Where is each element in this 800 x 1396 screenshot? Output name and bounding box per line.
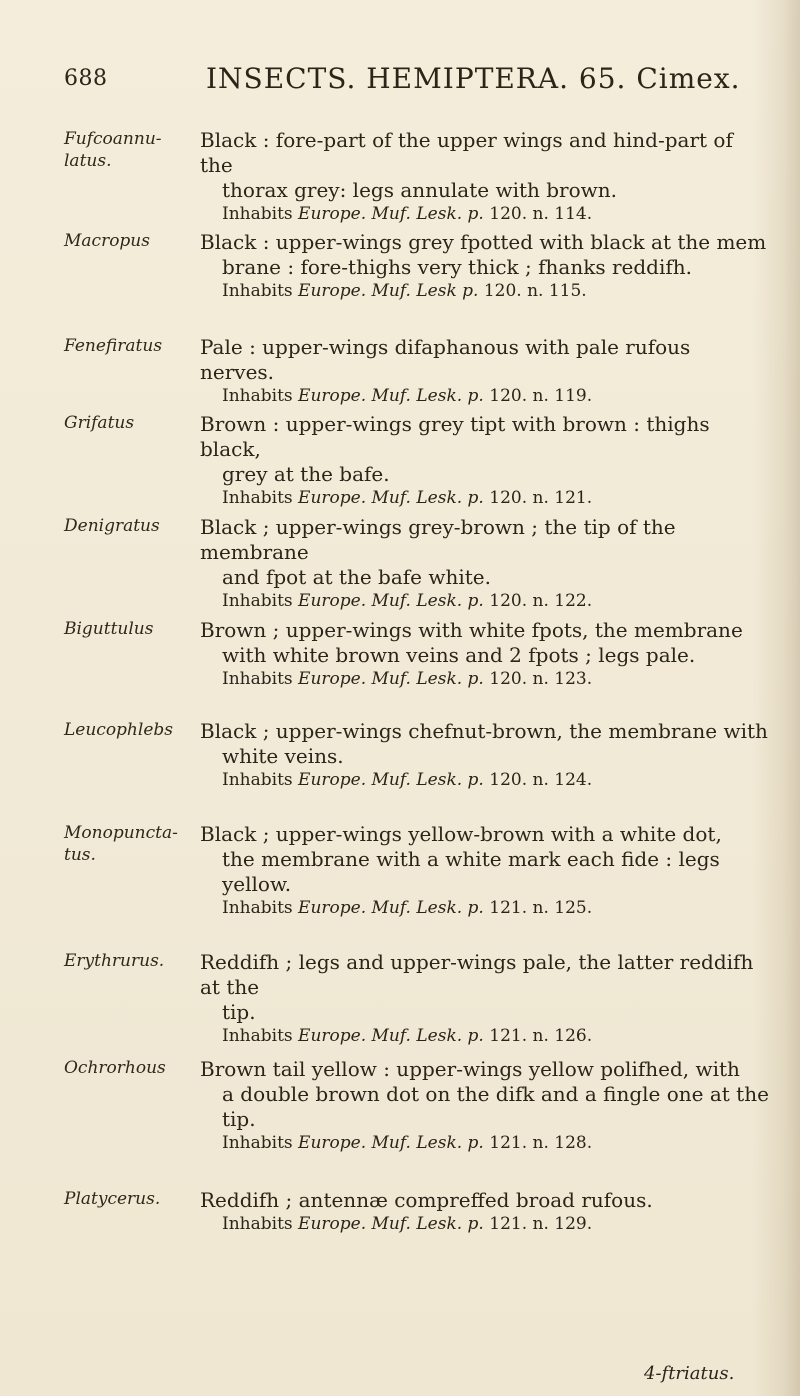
habitat-reference: Muf. Lesk p. <box>371 281 479 301</box>
habitat-line <box>200 385 770 408</box>
habitat-reference: Muf. Lesk. p. <box>371 1026 484 1046</box>
habitat-word: Inhabits <box>222 1026 293 1046</box>
species-name: Platycerus. <box>64 1189 161 1209</box>
habitat-word: Inhabits <box>222 488 293 508</box>
habitat-place: Europe. <box>298 488 367 508</box>
species-description <box>200 128 770 226</box>
description-continuation: the membrane with a white mark each fide : legs yellow. <box>222 847 720 896</box>
habitat-word: Inhabits <box>222 669 293 689</box>
description-continuation: and fpot at the bafe white. <box>222 565 491 589</box>
habitat-reference: Muf. Lesk. p. <box>371 488 484 508</box>
habitat-word: Inhabits <box>222 591 293 611</box>
habitat-word: Inhabits <box>222 898 293 918</box>
species-name: Monopuncta- tus. <box>64 823 178 865</box>
habitat-word: Inhabits <box>222 770 293 790</box>
species-name: Fenefiratus <box>64 336 163 356</box>
habitat-word: Inhabits <box>222 1214 293 1234</box>
species-name: Grifatus <box>64 413 135 433</box>
description-continuation: grey at the bafe. <box>222 462 390 486</box>
page-header <box>64 62 764 102</box>
habitat-place: Europe. <box>298 770 367 790</box>
habitat-line <box>200 769 770 792</box>
species-name: Macropus <box>64 231 150 251</box>
species-description <box>200 618 770 691</box>
habitat-line <box>200 1132 770 1155</box>
habitat-line <box>200 590 770 613</box>
habitat-number: 121. n. 129. <box>489 1214 593 1234</box>
habitat-reference: Muf. Lesk. p. <box>371 204 484 224</box>
habitat-line <box>200 1025 770 1048</box>
description-line: Black : upper-wings grey fpotted with black at the mem <box>200 230 767 254</box>
description-line: Brown : upper-wings grey tipt with brown : thighs black, <box>200 412 710 461</box>
species-entry <box>64 230 780 320</box>
description-line: Brown ; upper-wings with white fpots, the membrane <box>200 618 743 642</box>
habitat-line <box>200 1213 770 1236</box>
species-entry <box>64 515 780 611</box>
habitat-line <box>200 280 770 303</box>
species-name: Ochrorhous <box>64 1058 166 1078</box>
catchword: 4-ftriatus. <box>644 1363 735 1384</box>
habitat-reference: Muf. Lesk. p. <box>371 591 484 611</box>
description-line: Black ; upper-wings yellow-brown with a white dot, <box>200 822 722 846</box>
species-entry <box>64 719 780 809</box>
habitat-reference: Muf. Lesk. p. <box>371 669 484 689</box>
species-entry <box>64 412 780 508</box>
habitat-place: Europe. <box>298 204 367 224</box>
habitat-place: Europe. <box>298 1133 367 1153</box>
description-continuation: with white brown veins and 2 fpots ; legs pale. <box>222 643 696 667</box>
species-description <box>200 230 770 303</box>
habitat-number: 121. n. 125. <box>489 898 593 918</box>
description-line: Brown tail yellow : upper-wings yellow polifhed, with <box>200 1057 740 1081</box>
species-entry <box>64 335 780 406</box>
habitat-number: 120. n. 115. <box>483 281 587 301</box>
species-description <box>200 412 770 510</box>
species-description <box>200 1057 770 1155</box>
running-head: INSECTS. HEMIPTERA. 65. Cimex. <box>206 62 741 95</box>
habitat-word: Inhabits <box>222 204 293 224</box>
habitat-reference: Muf. Lesk. p. <box>371 1214 484 1234</box>
species-description <box>200 950 770 1048</box>
description-line: Black ; upper-wings chefnut-brown, the membrane with <box>200 719 768 743</box>
habitat-reference: Muf. Lesk. p. <box>371 770 484 790</box>
description-continuation: brane : fore-thighs very thick ; fhanks reddifh. <box>222 255 692 279</box>
habitat-reference: Muf. Lesk. p. <box>371 898 484 918</box>
description-continuation: a double brown dot on the difk and a fingle one at the tip. <box>222 1082 769 1131</box>
habitat-number: 120. n. 119. <box>489 386 593 406</box>
species-entry <box>64 128 780 224</box>
species-description <box>200 822 770 920</box>
description-line: Pale : upper-wings difaphanous with pale rufous nerves. <box>200 335 691 384</box>
habitat-number: 121. n. 128. <box>489 1133 593 1153</box>
species-description <box>200 515 770 613</box>
habitat-place: Europe. <box>298 1026 367 1046</box>
species-description <box>200 719 770 792</box>
habitat-place: Europe. <box>298 898 367 918</box>
species-name: Leucophlebs <box>64 720 173 740</box>
species-name: Denigratus <box>64 516 160 536</box>
description-line: Black ; upper-wings grey-brown ; the tip of the membrane <box>200 515 676 564</box>
habitat-reference: Muf. Lesk. p. <box>371 386 484 406</box>
habitat-number: 120. n. 114. <box>489 204 593 224</box>
species-name: Fufcoannu- latus. <box>64 129 162 171</box>
habitat-place: Europe. <box>298 669 367 689</box>
habitat-line <box>200 668 770 691</box>
habitat-reference: Muf. Lesk. p. <box>371 1133 484 1153</box>
habitat-number: 120. n. 124. <box>489 770 593 790</box>
habitat-line <box>200 487 770 510</box>
species-name: Erythrurus. <box>64 951 165 971</box>
description-line: Black : fore-part of the upper wings and hind-part of the <box>200 128 733 177</box>
habitat-place: Europe. <box>298 591 367 611</box>
species-entry <box>64 1057 780 1172</box>
species-entry <box>64 950 780 1046</box>
description-continuation: white veins. <box>222 744 344 768</box>
habitat-number: 120. n. 123. <box>489 669 593 689</box>
habitat-word: Inhabits <box>222 1133 293 1153</box>
description-continuation: thorax grey: legs annulate with brown. <box>222 178 617 202</box>
habitat-place: Europe. <box>298 281 367 301</box>
species-name: Biguttulus <box>64 619 154 639</box>
habitat-number: 121. n. 126. <box>489 1026 593 1046</box>
species-description <box>200 1188 770 1236</box>
description-continuation: tip. <box>222 1000 256 1024</box>
habitat-word: Inhabits <box>222 386 293 406</box>
species-entry <box>64 822 780 937</box>
species-entry <box>64 1188 780 1248</box>
species-entry <box>64 618 780 708</box>
habitat-place: Europe. <box>298 1214 367 1234</box>
habitat-line <box>200 203 770 226</box>
habitat-number: 120. n. 121. <box>489 488 593 508</box>
description-line: Reddifh ; legs and upper-wings pale, the latter reddifh at the <box>200 950 754 999</box>
species-description <box>200 335 770 408</box>
description-line: Reddifh ; antennæ compreffed broad rufous. <box>200 1188 653 1212</box>
habitat-place: Europe. <box>298 386 367 406</box>
habitat-number: 120. n. 122. <box>489 591 593 611</box>
page-number: 688 <box>64 66 108 91</box>
habitat-line <box>200 897 770 920</box>
habitat-word: Inhabits <box>222 281 293 301</box>
